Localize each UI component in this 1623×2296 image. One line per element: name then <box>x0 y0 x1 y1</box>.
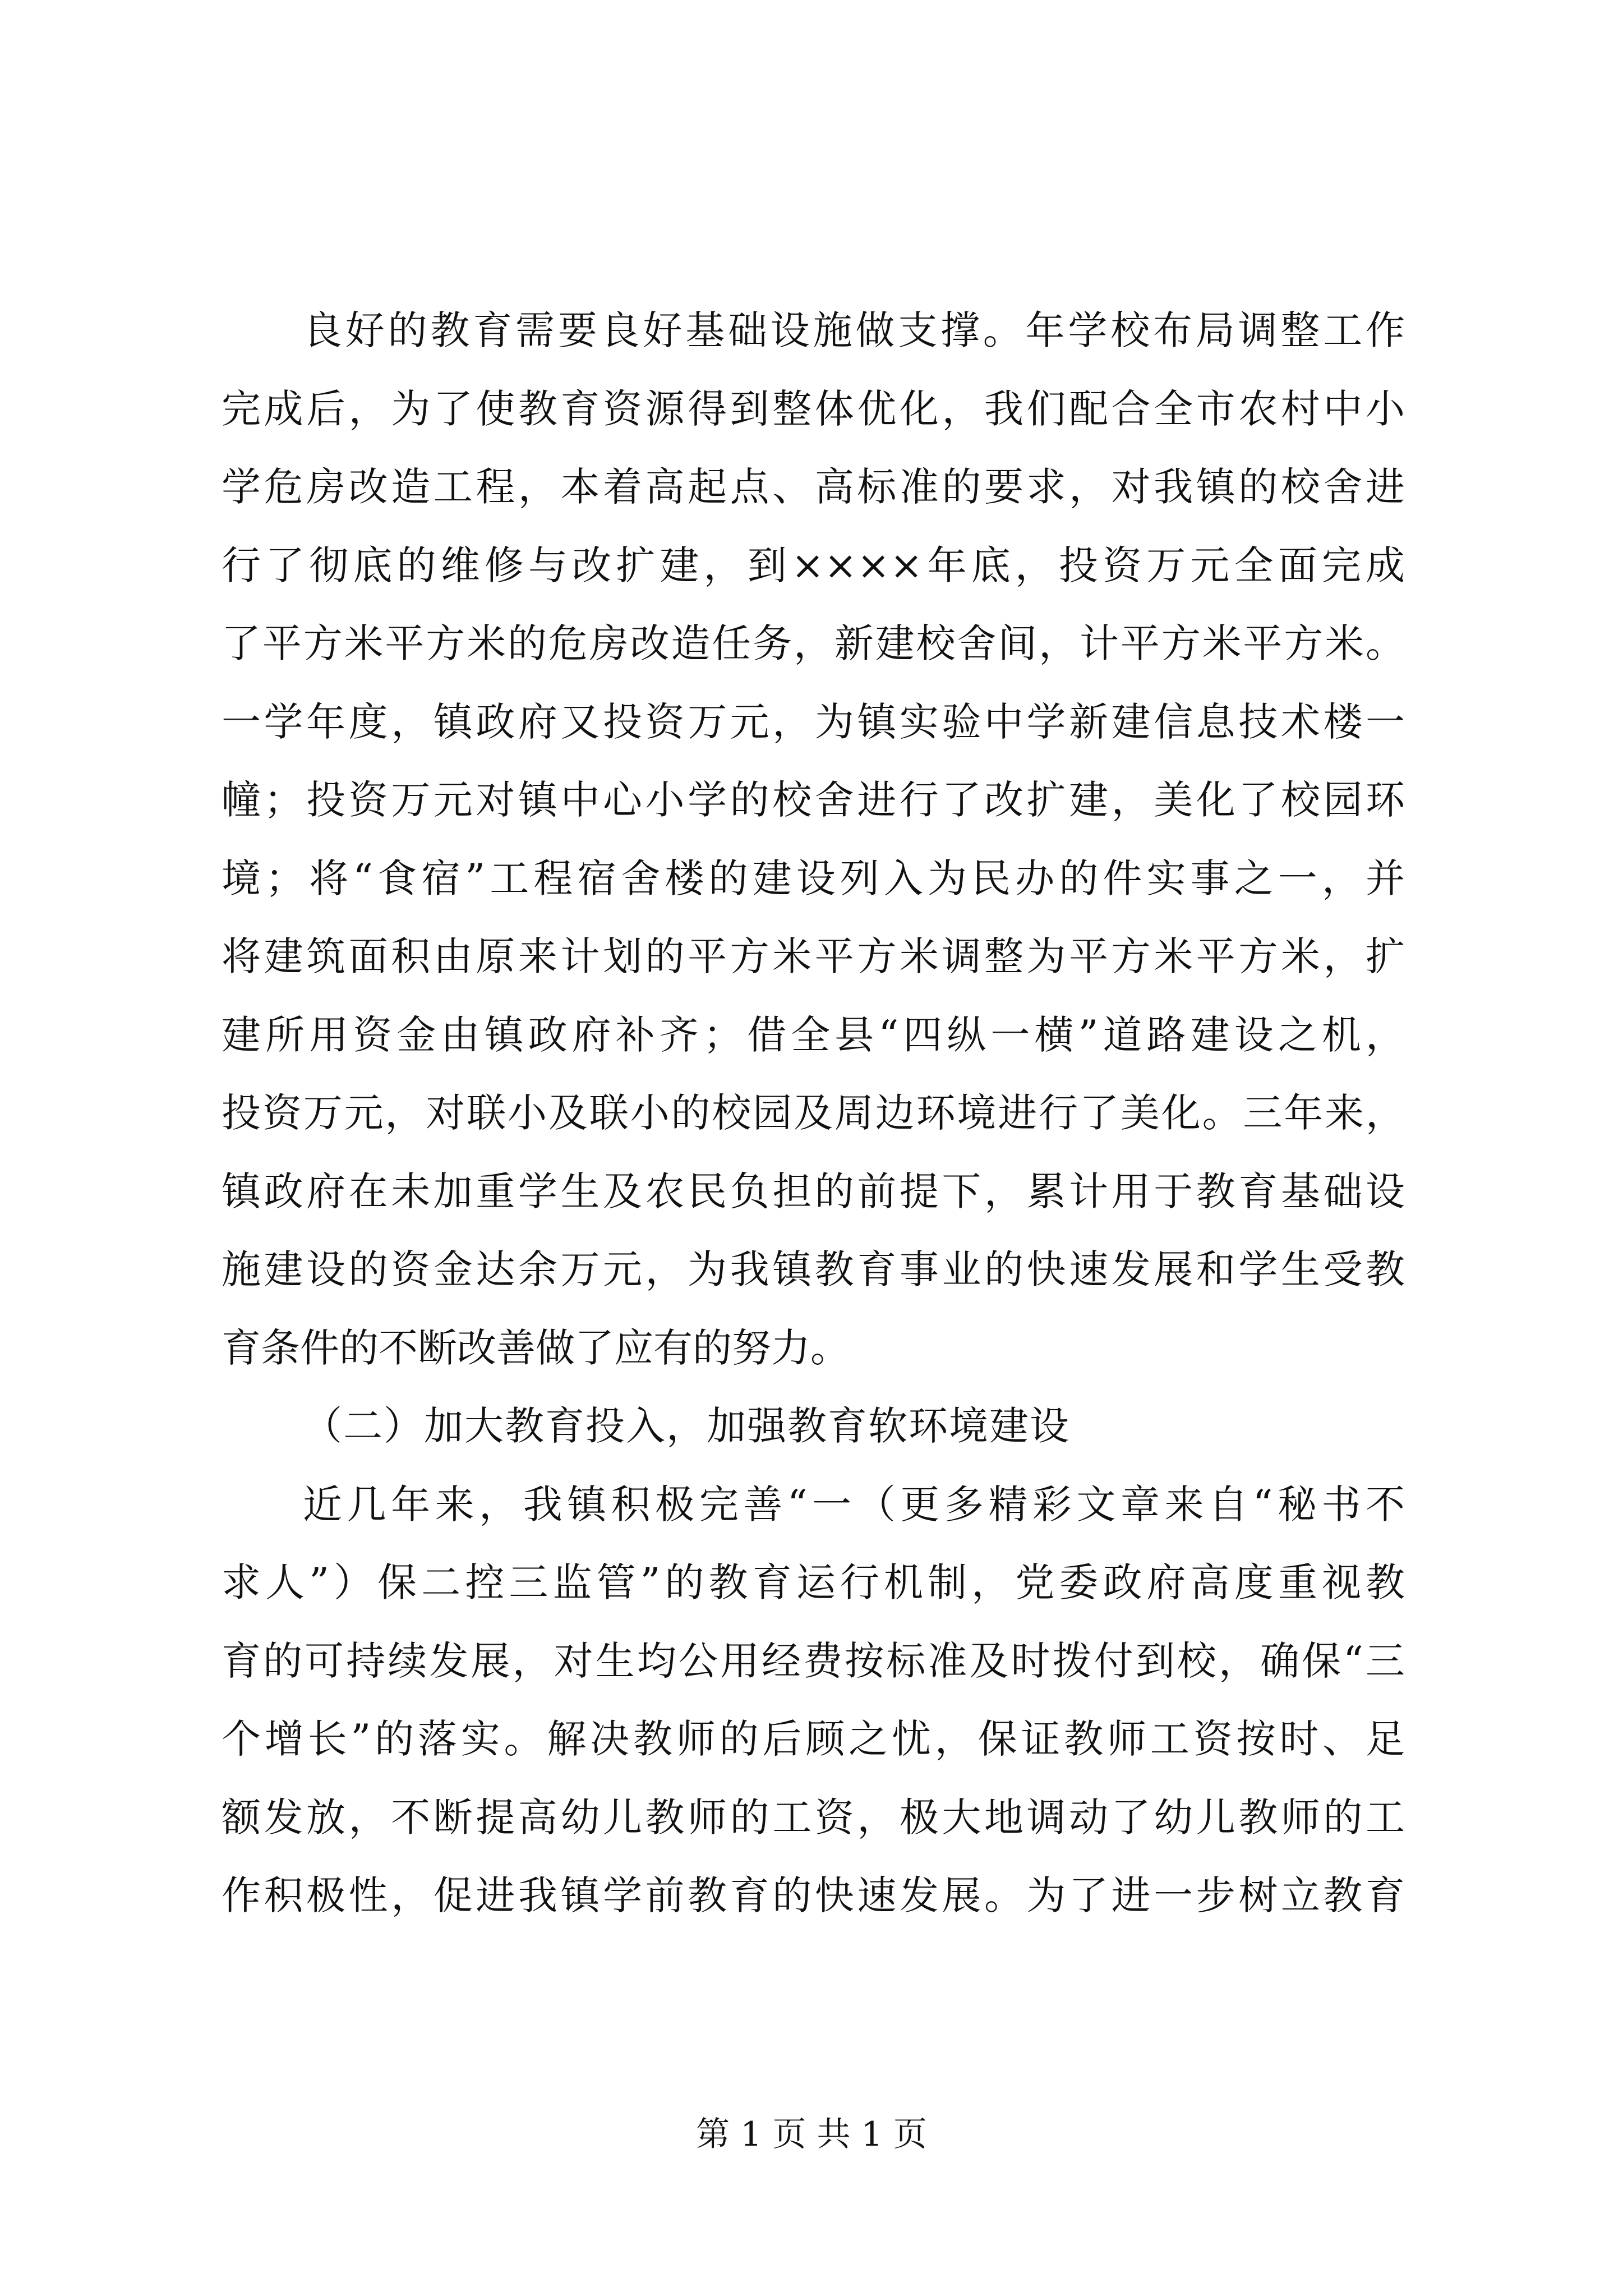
paragraph-line: 近几年来，我镇积极完善“一（更多精彩文章来自“秘书不 <box>303 1481 1405 1527</box>
paragraph-line: 一学年度，镇政府又投资万元，为镇实验中学新建信息技术楼一 <box>222 698 1405 745</box>
paragraph-line: 额发放，不断提高幼儿教师的工资，极大地调动了幼儿教师的工 <box>222 1794 1405 1841</box>
document-body <box>222 292 1405 1935</box>
paragraph-line: 完成后，为了使教育资源得到整体优化，我们配合全市农村中小 <box>222 385 1405 432</box>
paragraph-line: 了平方米平方米的危房改造任务，新建校舍间，计平方米平方米。 <box>222 620 1405 666</box>
paragraph-line: 作积极性，促进我镇学前教育的快速发展。为了进一步树立教育 <box>222 1872 1405 1918</box>
paragraph-line: 幢；投资万元对镇中心小学的校舍进行了改扩建，美化了校园环 <box>222 777 1405 823</box>
paragraph-line: 育条件的不断改善做了应有的努力。 <box>222 1324 850 1371</box>
page-footer: 第 1 页 共 1 页 <box>696 2115 927 2154</box>
paragraph-line: 将建筑面积由原来计划的平方米平方米调整为平方米平方米，扩 <box>222 933 1405 979</box>
paragraph-line: 育的可持续发展，对生均公用经费按标准及时拨付到校，确保“三 <box>222 1637 1405 1684</box>
paragraph-line: 个增长”的落实。解决教师的后顾之忧，保证教师工资按时、足 <box>222 1716 1405 1762</box>
paragraph-line: 建所用资金由镇政府补齐；借全县“四纵一横”道路建设之机， <box>222 1011 1405 1058</box>
paragraph-line: 良好的教育需要良好基础设施做支撑。年学校布局调整工作 <box>303 307 1405 353</box>
paragraph-line: 行了彻底的维修与改扩建，到××××年底，投资万元全面完成 <box>222 542 1405 588</box>
paragraph-line: 镇政府在未加重学生及农民负担的前提下，累计用于教育基础设 <box>222 1168 1405 1214</box>
paragraph-line: 投资万元，对联小及联小的校园及周边环境进行了美化。三年来， <box>222 1090 1405 1136</box>
paragraph-line: 施建设的资金达余万元，为我镇教育事业的快速发展和学生受教 <box>222 1246 1405 1292</box>
section-heading: （二）加大教育投入，加强教育软环境建设 <box>303 1403 1070 1449</box>
paragraph-line: 学危房改造工程，本着高起点、高标准的要求，对我镇的校舍进 <box>222 464 1405 510</box>
paragraph-line: 境；将“食宿”工程宿舍楼的建设列入为民办的件实事之一，并 <box>222 855 1405 901</box>
paragraph-line: 求人”）保二控三监管”的教育运行机制，党委政府高度重视教 <box>222 1559 1405 1605</box>
